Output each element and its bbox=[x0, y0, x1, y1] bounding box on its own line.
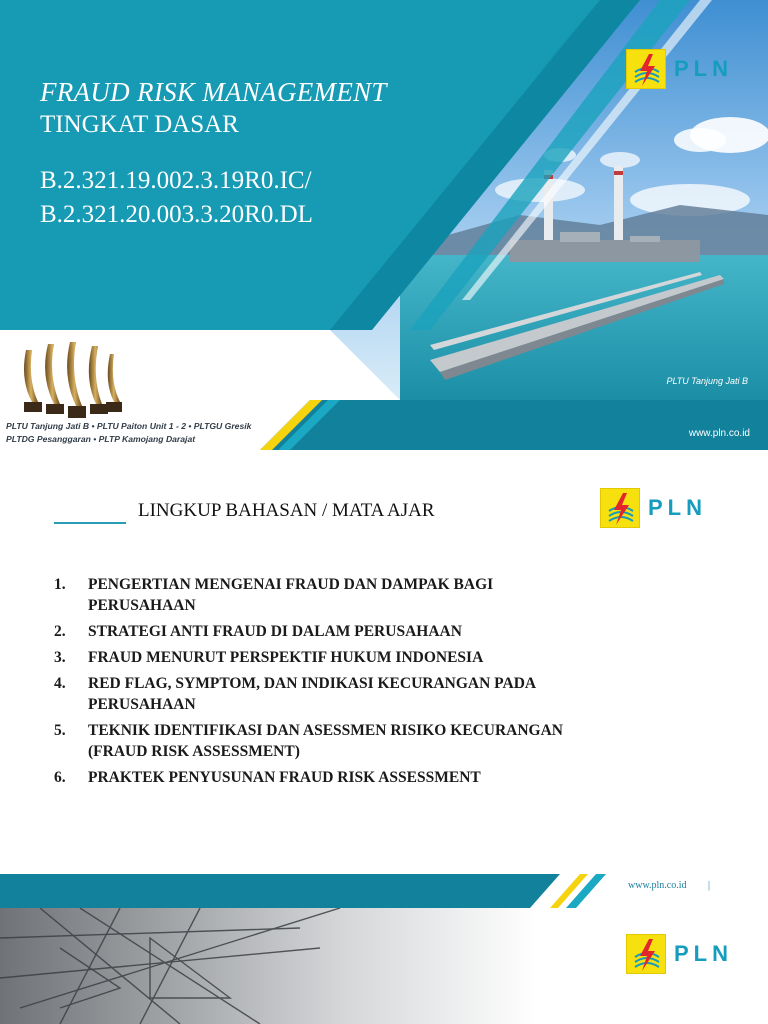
cover-title: FRAUD RISK MANAGEMENT bbox=[40, 77, 387, 107]
pln-logo-text: PLN bbox=[648, 495, 707, 520]
photo-caption: PLTU Tanjung Jati B bbox=[666, 376, 748, 386]
footer-band bbox=[260, 400, 768, 450]
list-item: 4. RED FLAG, SYMPTOM, DAN INDIKASI KECURANGAN PADA PERUSAHAAN bbox=[54, 675, 536, 713]
cover-title-block bbox=[40, 76, 387, 232]
scope-slide bbox=[0, 462, 768, 908]
cover-level: TINGKAT DASAR bbox=[40, 111, 239, 138]
pln-logo bbox=[600, 488, 707, 528]
pln-logo bbox=[626, 934, 733, 974]
award-trophies-image bbox=[14, 340, 124, 420]
list-item: 3. FRAUD MENURUT PERSPEKTIF HUKUM INDONESIA bbox=[54, 649, 484, 666]
scope-heading: LINGKUP BAHASAN / MATA AJAR bbox=[138, 500, 435, 521]
pln-logo-text: PLN bbox=[674, 56, 733, 81]
scope-footer-url[interactable]: www.pln.co.id bbox=[628, 880, 687, 891]
lightning-icon bbox=[626, 934, 666, 974]
pln-logo-text: PLN bbox=[674, 941, 733, 966]
list-item: 6. PRAKTEK PENYUSUNAN FRAUD RISK ASSESSMENT bbox=[54, 769, 481, 786]
lightning-icon bbox=[600, 488, 640, 528]
list-item: 2. STRATEGI ANTI FRAUD DI DALAM PERUSAHAAN bbox=[54, 623, 462, 640]
list-item: 1. PENGERTIAN MENGENAI FRAUD DAN DAMPAK BAGI PERUSAHAAN bbox=[54, 576, 494, 614]
award-caption: PLTU Tanjung Jati B • PLTU Paiton Unit 1 - 2 • PLTGU Gresik PLTDG Pesanggaran • PLTP Kamojang Darajat bbox=[6, 421, 252, 444]
pln-logo bbox=[626, 49, 733, 89]
course-code-2: B.2.321.20.003.3.20R0.DL bbox=[40, 201, 313, 228]
footer-separator: | bbox=[708, 880, 711, 891]
course-code-1: B.2.321.19.002.3.19R0.IC/ bbox=[40, 167, 312, 194]
list-item: 5. TEKNIK IDENTIFIKASI DAN ASESSMEN RISIKO KECURANGAN (FRAUD RISK ASSESSMENT) bbox=[54, 722, 563, 760]
next-slide bbox=[0, 908, 768, 1024]
lightning-icon bbox=[626, 49, 666, 89]
cover-slide bbox=[0, 0, 768, 462]
topic-list bbox=[54, 574, 594, 793]
cover-footer-url[interactable]: www.pln.co.id bbox=[688, 428, 750, 439]
heading-rule bbox=[54, 522, 126, 524]
